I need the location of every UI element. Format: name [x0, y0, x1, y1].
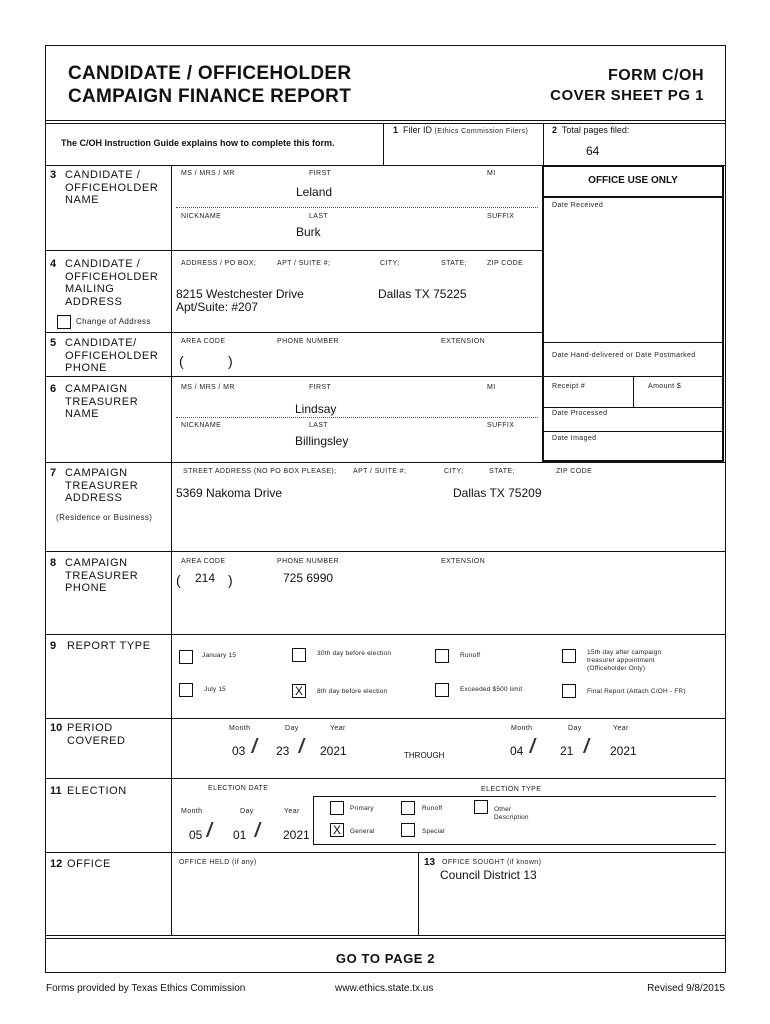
primary-checkbox[interactable]	[330, 801, 344, 815]
runoff-election-checkbox[interactable]	[401, 801, 415, 815]
field-area-code-label: AREA CODE	[181, 338, 226, 345]
day8-checkbox[interactable]: X	[292, 684, 306, 698]
from-year-value[interactable]: 2021	[320, 744, 347, 758]
field-city-label: CITY;	[380, 260, 400, 267]
day30-checkbox[interactable]	[292, 648, 306, 662]
area-code-right-paren: )	[228, 353, 233, 369]
field-mi-label: MI	[487, 170, 496, 177]
candidate-street[interactable]: 8215 Westchester Drive	[176, 287, 304, 301]
day15-label: 15th day after campaign treasurer appointment (Officeholder Only)	[587, 649, 662, 672]
from-day-value[interactable]: 23	[276, 744, 290, 758]
date-imaged-label: Date Imaged	[552, 435, 597, 442]
candidate-last-name[interactable]: Burk	[296, 225, 321, 239]
section-6-number: 6	[50, 383, 57, 395]
treasurer-area-code[interactable]: 214	[195, 571, 216, 585]
day30-label: 30th day before election	[317, 650, 392, 657]
office-use-title: OFFICE USE ONLY	[588, 175, 678, 186]
section-5-number: 5	[50, 337, 57, 349]
change-of-address-checkbox[interactable]	[57, 315, 71, 329]
general-label: General	[350, 828, 375, 835]
treasurer-street[interactable]: 5369 Nakoma Drive	[176, 486, 283, 500]
exceeded-label: Exceeded $500 limit	[460, 686, 523, 693]
section-11-number: 11	[50, 785, 62, 797]
office-use-box	[542, 165, 724, 462]
office-sought-label: OFFICE SOUGHT (if known)	[442, 859, 542, 866]
jul15-label: July 15	[204, 686, 226, 693]
field-extension-label: EXTENSION	[441, 558, 486, 565]
field-prefix-label: MS / MRS / MR	[181, 170, 235, 177]
to-month-header: Month	[511, 725, 533, 732]
field-area-code-label: AREA CODE	[181, 558, 226, 565]
general-checkbox[interactable]: X	[330, 823, 344, 837]
section-12-label: OFFICE	[67, 858, 111, 870]
area-code-right-paren: )	[228, 572, 233, 588]
to-year-value[interactable]: 2021	[610, 744, 637, 758]
date-hand-delivered-label: Date Hand-delivered or Date Postmarked	[552, 352, 696, 359]
jan15-checkbox[interactable]	[179, 650, 193, 664]
field-state-label: STATE;	[441, 260, 467, 267]
treasurer-phone-number[interactable]: 725 6990	[283, 571, 334, 585]
total-pages-value[interactable]: 64	[586, 144, 600, 158]
footer-website[interactable]: www.ethics.state.tx.us	[335, 983, 434, 994]
election-day-header: Day	[240, 808, 254, 815]
section-3-label: CANDIDATE / OFFICEHOLDER NAME	[65, 169, 159, 206]
section-12-number: 12	[50, 858, 63, 870]
to-year-header: Year	[613, 725, 629, 732]
field-zip-label: ZIP CODE	[556, 468, 593, 475]
date-received-label: Date Received	[552, 202, 604, 209]
jul15-checkbox[interactable]	[179, 683, 193, 697]
election-year-value[interactable]: 2021	[283, 828, 310, 842]
field-apt-label: APT / SUITE #;	[277, 260, 331, 267]
field-address-label: ADDRESS / PO BOX;	[181, 260, 257, 267]
office-sought-value[interactable]: Council District 13	[440, 868, 537, 882]
section-4-number: 4	[50, 258, 57, 270]
field-zip-label: ZIP CODE	[487, 260, 524, 267]
field-nickname-label: NICKNAME	[181, 213, 222, 220]
section-5-label: CANDIDATE/ OFFICEHOLDER PHONE	[65, 337, 159, 374]
candidate-apt[interactable]: Apt/Suite: #207	[176, 300, 259, 314]
candidate-city-state-zip[interactable]: Dallas TX 75225	[378, 287, 467, 301]
final-report-label: Final Report (Attach C/OH - FR)	[587, 688, 686, 695]
to-month-value[interactable]: 04	[510, 744, 524, 758]
field-first-label: FIRST	[309, 170, 332, 177]
amount-label: Amount $	[648, 383, 682, 390]
election-day-value[interactable]: 01	[233, 828, 247, 842]
through-label: THROUGH	[404, 751, 445, 760]
section-8-label: CAMPAIGN TREASURER PHONE	[65, 557, 139, 594]
field-suffix-label: SUFFIX	[487, 213, 515, 220]
footer-provider: Forms provided by Texas Ethics Commission	[46, 983, 246, 994]
candidate-first-name[interactable]: Leland	[296, 185, 333, 199]
office-held-label: OFFICE HELD (if any)	[179, 859, 257, 866]
from-month-header: Month	[229, 725, 251, 732]
cover-sheet-label: COVER SHEET PG 1	[550, 87, 704, 104]
treasurer-city-state-zip[interactable]: Dallas TX 75209	[453, 486, 542, 500]
from-year-header: Year	[330, 725, 346, 732]
field-first-label: FIRST	[309, 384, 332, 391]
election-month-value[interactable]: 05	[189, 828, 203, 842]
area-code-left-paren: (	[176, 572, 181, 588]
total-pages-label: 2 Total pages filed:	[552, 125, 630, 135]
field-phone-label: PHONE NUMBER	[277, 558, 339, 565]
form-title-line1: CANDIDATE / OFFICEHOLDER	[68, 63, 352, 84]
special-checkbox[interactable]	[401, 823, 415, 837]
field-street-label: STREET ADDRESS (NO PO BOX PLEASE);	[183, 468, 337, 475]
field-prefix-label: MS / MRS / MR	[181, 384, 235, 391]
section-13-number: 13	[424, 857, 436, 868]
field-phone-label: PHONE NUMBER	[277, 338, 339, 345]
footer-revised: Revised 9/8/2015	[647, 983, 725, 994]
field-mi-label: MI	[487, 384, 496, 391]
field-apt-label: APT / SUITE #;	[353, 468, 407, 475]
receipt-label: Receipt #	[552, 383, 586, 390]
exceeded-checkbox[interactable]	[435, 683, 449, 697]
field-state-label: STATE;	[489, 468, 515, 475]
treasurer-first-name[interactable]: Lindsay	[295, 402, 337, 416]
election-month-header: Month	[181, 808, 203, 815]
section-11-label: ELECTION	[67, 785, 127, 797]
form-id: FORM C/OH	[607, 67, 704, 84]
filer-id-label: 1 Filer ID (Ethics Commission Filers)	[393, 125, 529, 135]
field-city-label: CITY;	[444, 468, 464, 475]
section-10-number: 10	[50, 722, 63, 734]
form-title-line2: CAMPAIGN FINANCE REPORT	[68, 86, 352, 107]
field-last-label: LAST	[309, 213, 329, 220]
runoff-election-label: Runoff	[422, 805, 443, 812]
final-report-checkbox[interactable]	[562, 684, 576, 698]
section-4-label: CANDIDATE / OFFICEHOLDER MAILING ADDRESS	[65, 258, 159, 308]
runoff-label: Runoff	[460, 652, 481, 659]
from-month-value[interactable]: 03	[232, 744, 246, 758]
other-checkbox[interactable]	[474, 800, 488, 814]
area-code-left-paren: (	[179, 353, 184, 369]
election-date-label: ELECTION DATE	[208, 785, 269, 792]
other-label: Other Description	[494, 806, 529, 821]
section-7-label: CAMPAIGN TREASURER ADDRESS	[65, 467, 139, 504]
change-of-address-label: Change of Address	[76, 317, 151, 326]
section-9-number: 9	[50, 640, 57, 652]
section-9-label: REPORT TYPE	[67, 640, 151, 652]
section-10-label: PERIOD COVERED	[67, 722, 126, 747]
treasurer-last-name[interactable]: Billingsley	[295, 434, 349, 448]
instruction-text: The C/OH Instruction Guide explains how to complete this form.	[61, 138, 335, 148]
field-last-label: LAST	[309, 422, 329, 429]
field-extension-label: EXTENSION	[441, 338, 486, 345]
go-to-page-2: GO TO PAGE 2	[335, 951, 436, 966]
day15-checkbox[interactable]	[562, 649, 576, 663]
section-7-number: 7	[50, 467, 57, 479]
section-6-label: CAMPAIGN TREASURER NAME	[65, 383, 139, 420]
field-nickname-label: NICKNAME	[181, 422, 222, 429]
primary-label: Primary	[350, 805, 374, 812]
date-processed-label: Date Processed	[552, 410, 608, 417]
to-day-value[interactable]: 21	[560, 744, 574, 758]
runoff-checkbox[interactable]	[435, 649, 449, 663]
special-label: Special	[422, 828, 445, 835]
election-year-header: Year	[284, 808, 300, 815]
section-7-sublabel: (Residence or Business)	[56, 513, 153, 522]
section-8-number: 8	[50, 557, 57, 569]
field-suffix-label: SUFFIX	[487, 422, 515, 429]
day8-label: 8th day before election	[317, 688, 388, 695]
from-day-header: Day	[285, 725, 299, 732]
section-3-number: 3	[50, 169, 57, 181]
to-day-header: Day	[568, 725, 582, 732]
election-type-label: ELECTION TYPE	[481, 786, 542, 793]
jan15-label: January 15	[202, 652, 237, 659]
